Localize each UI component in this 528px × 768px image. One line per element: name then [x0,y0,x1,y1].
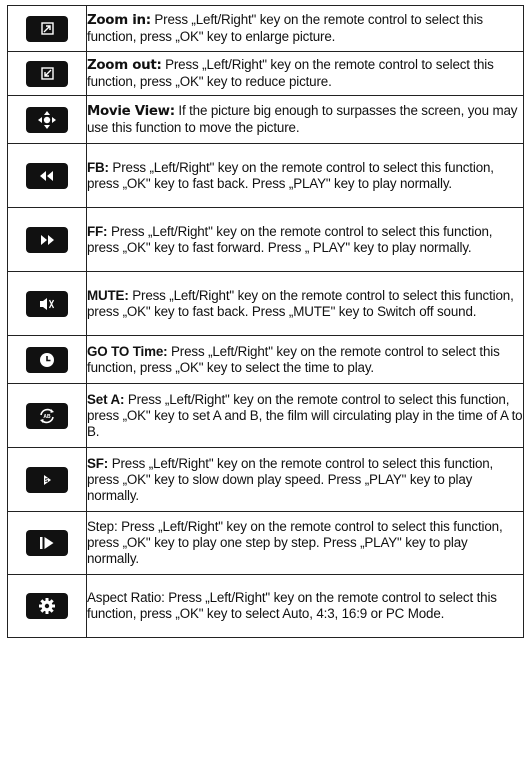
table-row [8,144,524,208]
svg-text:AB: AB [43,413,51,420]
zoom-out-icon [26,61,68,87]
icon-cell [8,448,87,512]
table-row [8,512,524,575]
term: MUTE: [87,287,129,303]
desc-text: Press „Left/Right" key on the remote control to select this function, press „OK" key to enlarge picture. [87,12,483,44]
fast-forward-icon [26,227,68,253]
desc-text: Aspect Ratio: Press „Left/Right" key on the remote control to select this function, press „OK" key to select Auto, 4:3, 16:9 or PC Mode. [87,590,497,621]
step-icon [26,530,68,556]
table-row [8,52,524,96]
icon-cell [8,144,87,208]
term: Zoom out: [87,58,162,73]
function-table [7,5,524,638]
desc-text: Press „Left/Right" key on the remote control to select this function, press „OK" key to fast back. Press „PLAY" key to play normally. [87,159,494,191]
gear-icon [26,593,68,619]
desc-text: Press „Left/Right" key on the remote control to select this function, press „OK" key to slow down play speed. Press „PLAY" key to play normally. [87,455,494,503]
zoom-in-icon [26,16,68,42]
icon-cell [8,208,87,272]
description [87,6,524,52]
description [87,208,524,272]
desc-text: Press „Left/Right" key on the remote control to select this function, press „OK" key to select the time to play. [87,343,500,375]
table-row [8,208,524,272]
desc-text: Step: Press „Left/Right" key on the remote control to select this function, press „OK" key to play one step by step. Press „PLAY" key to play normally. [87,519,503,566]
table-row [8,575,524,638]
icon-cell [8,96,87,144]
description [87,512,524,575]
term: FB: [87,159,109,175]
table-row [8,384,524,448]
desc-text: If the picture big enough to surpasses the screen, you may use this function to move the picture. [87,103,518,135]
desc-text: Press „Left/Right" key on the remote control to select this function, press „OK" key to reduce picture. [87,57,494,89]
description [87,448,524,512]
fast-back-icon [26,163,68,189]
table-row [8,336,524,384]
icon-cell [8,336,87,384]
description [87,52,524,96]
term: GO TO Time: [87,343,168,359]
term: Set A: [87,391,125,407]
icon-cell [8,272,87,336]
term: Zoom in: [87,13,151,28]
desc-text: Press „Left/Right" key on the remote control to select this function, press „OK" key to fast forward. Press „ PLAY" key to play normally. [87,223,493,255]
icon-cell [8,52,87,96]
description [87,384,524,448]
term: FF: [87,223,108,239]
icon-cell [8,512,87,575]
icon-cell [8,384,87,448]
term: Movie View: [87,104,175,119]
move-arrows-icon [26,107,68,133]
description [87,272,524,336]
description [87,336,524,384]
desc-text: Press „Left/Right" key on the remote control to select this function, press „OK" key to set A and B, the film will circulating play in the time of A to B. [87,391,523,439]
slow-forward-icon [26,467,68,493]
clock-icon [26,347,68,373]
term: SF: [87,455,109,471]
table-row [8,272,524,336]
table-row [8,96,524,144]
table-row [8,448,524,512]
description [87,144,524,208]
mute-icon [26,291,68,317]
table-row [8,6,524,52]
svg-text:S: S [44,477,49,484]
repeat-ab-icon [26,403,68,429]
description [87,96,524,144]
icon-cell [8,575,87,638]
desc-text: Press „Left/Right" key on the remote control to select this function, press „OK" key to fast back. Press „MUTE" key to Switch off sound. [87,287,514,319]
icon-cell [8,6,87,52]
description [87,575,524,638]
